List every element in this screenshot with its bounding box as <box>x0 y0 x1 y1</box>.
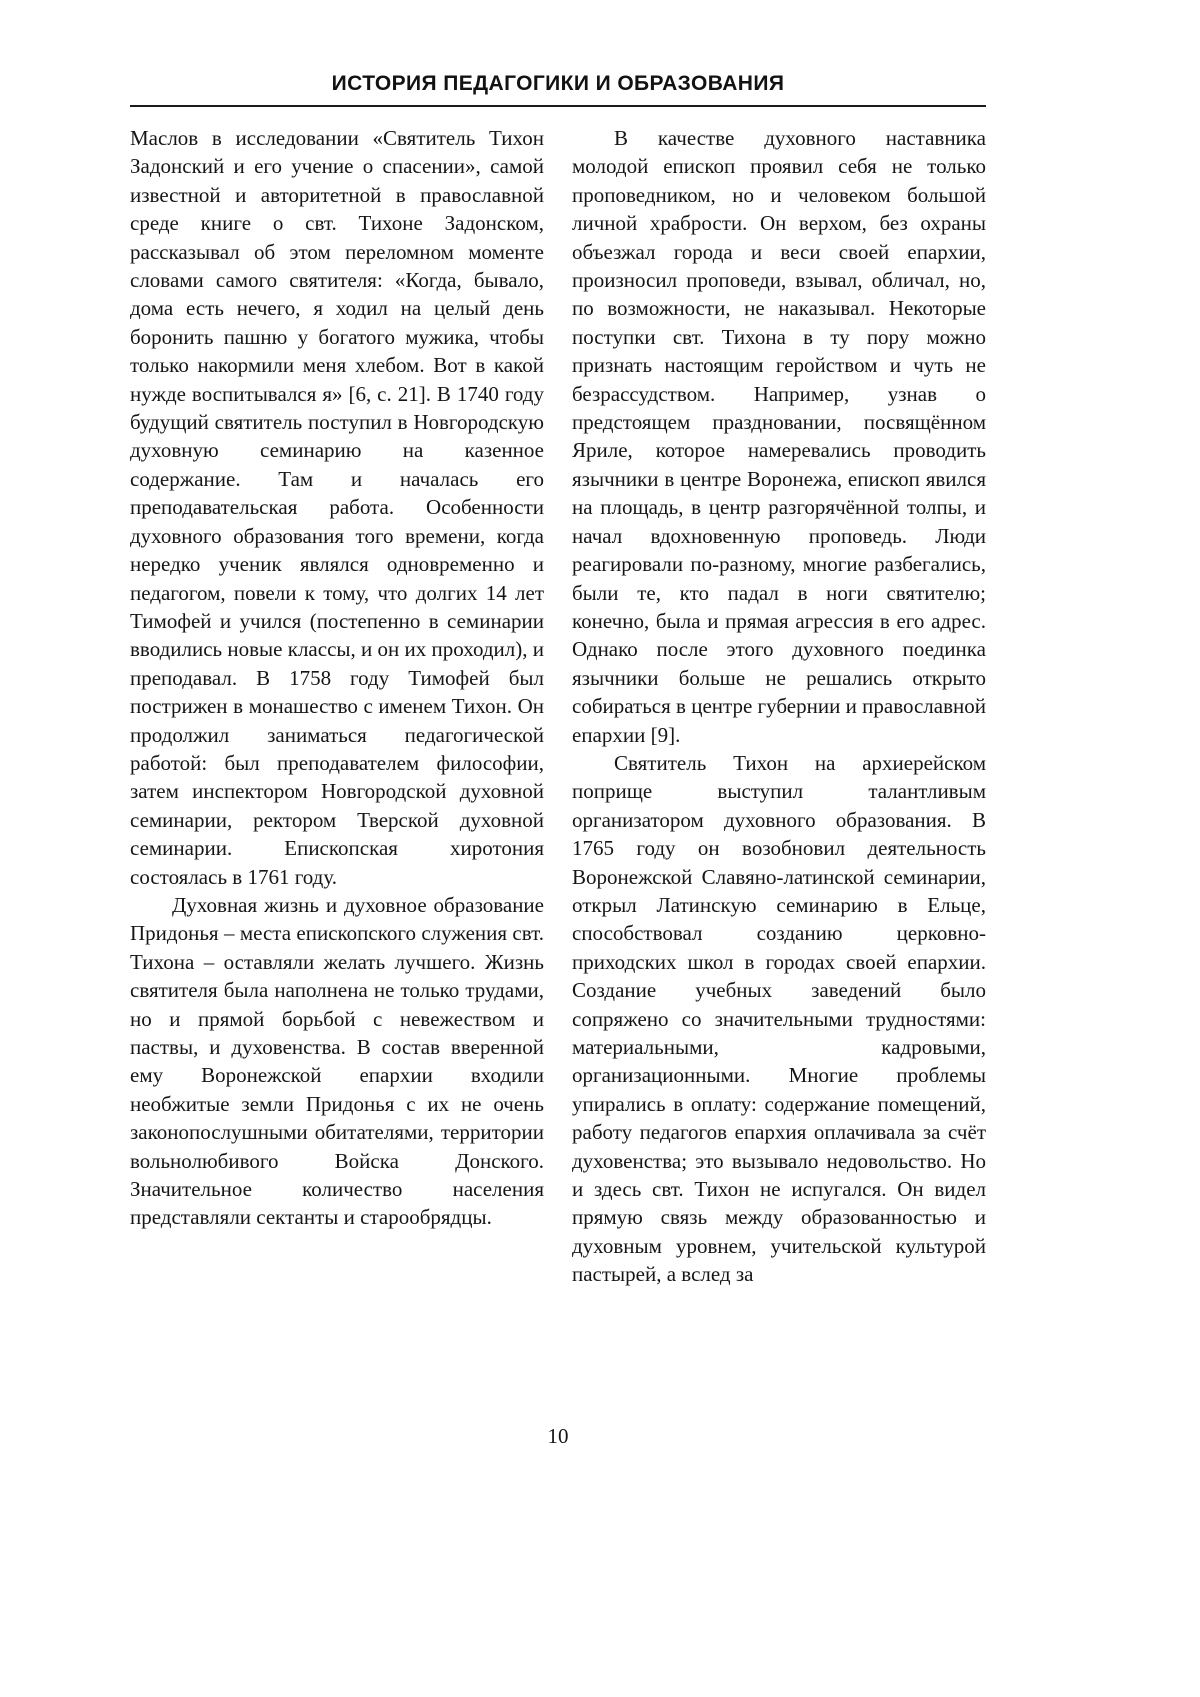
paragraph: Маслов в исследовании «Святитель Тихон Задонский и его учение о спасении», самой известной и авторитетной в православной среде книге о свт. Тихоне Задонском, рассказывал об этом переломном моменте словами самого святителя: «Когда, бывало, дома есть нечего, я ходил на целый день боронить пашню у богатого мужика, чтобы только накормили меня хлебом. Вот в какой нужде воспитывался я» [6, с. 21]. В 1740 году будущий святитель поступил в Новгородскую духовную семинарию на казенное содержание. Там и началась его преподавательская работа. Особенности духовного образования того времени, когда нередко ученик являлся одновременно и педагогом, повели к тому, что долгих 14 лет Тимофей и учился (постепенно в семинарии вводились новые классы, и он их проходил), и преподавал. В 1758 году Тимофей был пострижен в монашество с именем Тихон. Он продолжил заниматься педагогической работой: был преподавателем философии, затем инспектором Новгородской духовной семинарии, ректором Тверской духовной семинарии. Епископская хиротония состоялась в 1761 году. <box>130 126 544 889</box>
paragraph: Духовная жизнь и духовное образование Придонья – места епископского служения свт. Тихона – оставляли желать лучшего. Жизнь святителя была наполнена не только трудами, но и прямой борьбой с невежеством и паствы, и духовенства. В состав вверенной ему Воронежской епархии входили необжитые земли Придонья с их не очень законопослушными обитателями, территории вольнолюбивого Войска Донского. Значительное количество населения представляли сектанты и старообрядцы. <box>130 892 544 1230</box>
running-header-title: ИСТОРИЯ ПЕДАГОГИКИ И ОБРАЗОВАНИЯ <box>331 72 785 95</box>
page-content <box>130 72 986 1289</box>
text-columns <box>130 124 986 1289</box>
paragraph: В качестве духовного наставника молодой епископ проявил себя не только проповедником, но и человеком большой личной храбрости. Он верхом, без охраны объезжал города и веси своей епархии, произносил проповеди, взывал, обличал, но, по возможности, не наказывал. Некоторые поступки свт. Тихона в ту пору можно признать настоящим геройством и чуть не безрассудством. Например, узнав о предстоящем праздновании, посвящённом Яриле, которое намеревались проводить язычники в центре Воронежа, епископ явился на площадь, в центр разгорячённой толпы, и начал вдохновенную проповедь. Люди реагировали по-разному, многие разбегались, были те, кто падал в ноги святителю; конечно, была и прямая агрессия в его адрес. Однако после этого духовного поединка язычники больше не решались открыто собираться в центре губернии и православной епархии [9]. <box>572 126 986 747</box>
page-number: 10 <box>547 1424 569 1448</box>
header-rule <box>130 105 986 107</box>
running-header <box>130 72 986 107</box>
paragraph: Святитель Тихон на архиерейском поприще выступил талантливым организатором духовного образования. В 1765 году он возобновил деятельность Воронежской Славяно-латинской семинарии, открыл Латинскую семинарию в Ельце, способствовал созданию церковно-приходских школ в городах своей епархии. Создание учебных заведений было сопряжено со значительными трудностями: материальными, кадровыми, организационными. Многие проблемы упирались в оплату: содержание помещений, работу педагогов епархия оплачивала за счёт духовенства; это вызывало недовольство. Но и здесь свт. Тихон не испугался. Он видел прямую связь между образованностью и духовным уровнем, учительской культурой пастырей, а вслед за <box>572 750 986 1287</box>
right-column <box>572 124 986 1289</box>
left-column <box>130 124 544 1289</box>
